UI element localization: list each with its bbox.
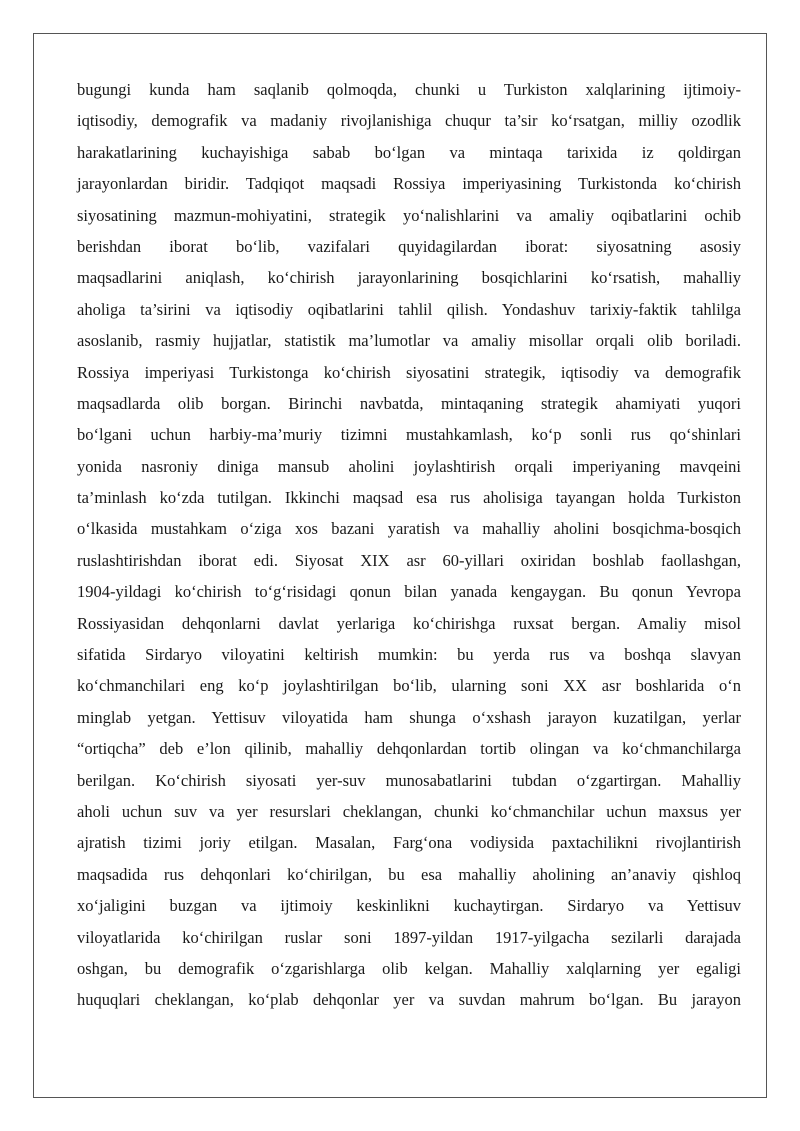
text-line: huquqlari cheklangan, ko‘plab dehqonlar yer va suvdan mahrum bo‘lgan. Bu jarayon bbox=[77, 990, 741, 1010]
text-line: ajratish tizimi joriy etilgan. Masalan, Farg‘ona vodiysida paxtachilikni rivojlantirish bbox=[77, 833, 741, 853]
text-line: harakatlarining kuchayishiga sabab bo‘lgan va mintaqa tarixida iz qoldirgan bbox=[77, 142, 741, 162]
text-line: bo‘lgani uchun harbiy-ma’muriy tizimni mustahkamlash, ko‘p sonli rus qo‘shinlari bbox=[77, 425, 741, 445]
text-line: Rossiyasidan dehqonlarni davlat yerlariga ko‘chirishga ruxsat bergan. Amaliy misol bbox=[77, 613, 741, 633]
body-text bbox=[77, 74, 741, 1016]
text-line: siyosatining mazmun-mohiyatini, strategik yo‘nalishlarini va amaliy oqibatlarini ochib bbox=[77, 205, 741, 225]
text-line: viloyatlarida ko‘chirilgan ruslar soni 1897-yildan 1917-yilgacha sezilarli darajada bbox=[77, 927, 741, 947]
text-line: maqsadlarini aniqlash, ko‘chirish jarayonlarining bosqichlarini ko‘rsatish, mahalliy bbox=[77, 268, 741, 288]
text-line: asoslanib, rasmiy hujjatlar, statistik ma’lumotlar va amaliy misollar orqali olib boriladi. bbox=[77, 331, 741, 351]
text-line: oshgan, bu demografik o‘zgarishlarga olib kelgan. Mahalliy xalqlarning yer egaligi bbox=[77, 958, 741, 978]
text-line: maqsadlarda olib borgan. Birinchi navbatda, mintaqaning strategik ahamiyati yuqori bbox=[77, 393, 741, 413]
text-line: berishdan iborat bo‘lib, vazifalari quyidagilardan iborat: siyosatning asosiy bbox=[77, 236, 741, 256]
text-line: aholi uchun suv va yer resurslari cheklangan, chunki ko‘chmanchilar uchun maxsus yer bbox=[77, 801, 741, 821]
text-line: jarayonlardan biridir. Tadqiqot maqsadi Rossiya imperiyasining Turkistonda ko‘chirish bbox=[77, 174, 741, 194]
text-line: 1904-yildagi ko‘chirish to‘g‘risidagi qonun bilan yanada kengaygan. Bu qonun Yevropa bbox=[77, 582, 741, 602]
text-line: iqtisodiy, demografik va madaniy rivojlanishiga chuqur ta’sir ko‘rsatgan, milliy ozodlik bbox=[77, 111, 741, 131]
text-line: ta’minlash ko‘zda tutilgan. Ikkinchi maqsad esa rus aholisiga tayangan holda Turkiston bbox=[77, 488, 741, 508]
text-line: o‘lkasida mustahkam o‘ziga xos bazani yaratish va mahalliy aholini bosqichma-bosqich bbox=[77, 519, 741, 539]
text-line: bugungi kunda ham saqlanib qolmoqda, chunki u Turkiston xalqlarining ijtimoiy- bbox=[77, 80, 741, 99]
text-line: berilgan. Ko‘chirish siyosati yer-suv munosabatlarini tubdan o‘zgartirgan. Mahalliy bbox=[77, 770, 741, 790]
text-line: yonida nasroniy diniga mansub aholini joylashtirish orqali imperiyaning mavqeini bbox=[77, 456, 741, 476]
text-line: Rossiya imperiyasi Turkistonga ko‘chirish siyosatini strategik, iqtisodiy va demografik bbox=[77, 362, 741, 382]
text-line: “ortiqcha” deb e’lon qilinib, mahalliy dehqonlardan tortib olingan va ko‘chmanchilarga bbox=[77, 739, 741, 759]
text-line: sifatida Sirdaryo viloyatini keltirish mumkin: bu yerda rus va boshqa slavyan bbox=[77, 645, 741, 665]
text-line: minglab yetgan. Yettisuv viloyatida ham shunga o‘xshash jarayon kuzatilgan, yerlar bbox=[77, 707, 741, 727]
text-line: ruslashtirishdan iborat edi. Siyosat XIX asr 60-yillari oxiridan boshlab faollashgan, bbox=[77, 550, 741, 570]
text-line: ko‘chmanchilari eng ko‘p joylashtirilgan bo‘lib, ularning soni XX asr boshlarida o‘n bbox=[77, 676, 741, 696]
text-line: xo‘jaligini buzgan va ijtimoiy keskinlikni kuchaytirgan. Sirdaryo va Yettisuv bbox=[77, 896, 741, 916]
text-line: aholiga ta’sirini va iqtisodiy oqibatlarini tahlil qilish. Yondashuv tarixiy-faktik tahlilga bbox=[77, 299, 741, 319]
text-line: maqsadida rus dehqonlari ko‘chirilgan, bu esa mahalliy aholining an’anaviy qishloq bbox=[77, 864, 741, 884]
